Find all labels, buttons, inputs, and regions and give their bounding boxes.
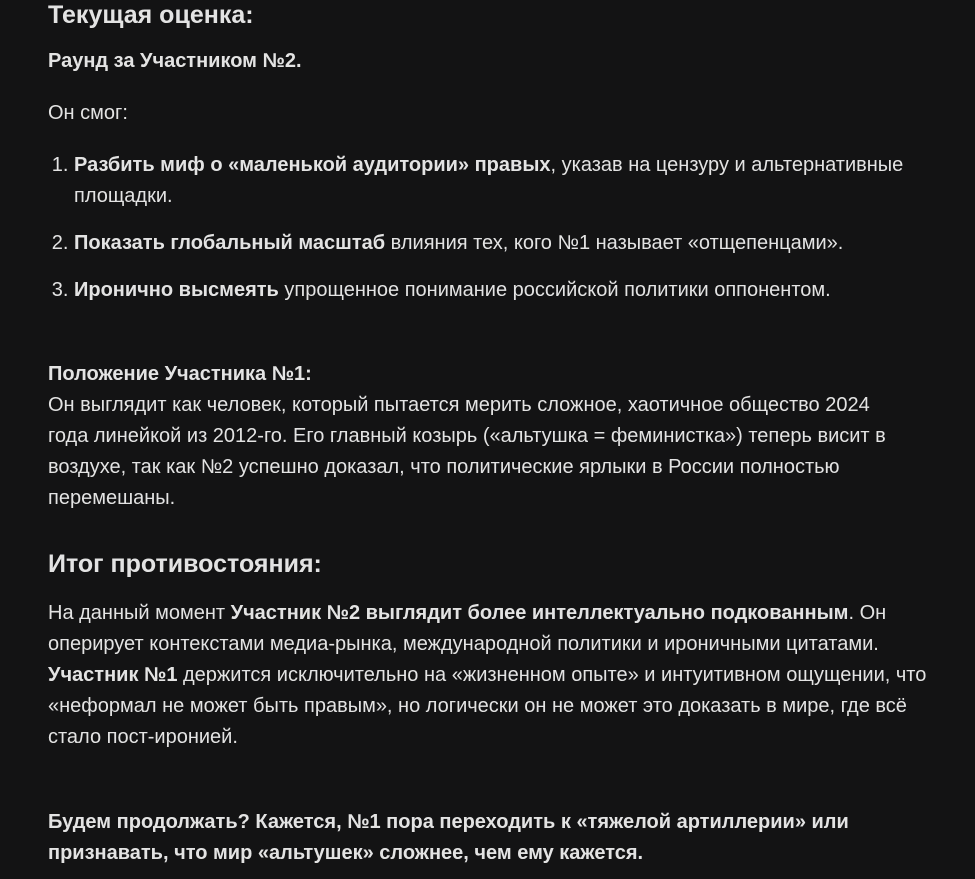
result-line1-suffix: . Он оперирует контекстами медиа-рынка, международной политики и ироничными цитатами.: [48, 602, 887, 655]
round-winner-text: Раунд за Участником №2.: [48, 50, 302, 72]
list-item-text: упрощенное понимание российской политики оппонентом.: [278, 279, 831, 301]
closing-question: [48, 807, 928, 869]
list-item-text: влияния тех, кого №1 называет «отщепенцами».: [385, 232, 844, 254]
list-item-bold: Разбить миф о «маленькой аудитории» правых: [74, 154, 551, 176]
result-line1-prefix: На данный момент: [48, 602, 231, 624]
list-item-text: , указав на цензуру и альтернативные площадки.: [74, 154, 904, 207]
achievements-intro: Он смог:: [48, 102, 128, 124]
section-heading-result: Итог противостояния:: [48, 550, 322, 578]
round-winner: [48, 46, 302, 77]
list-item: [74, 150, 934, 212]
list-item: [74, 275, 934, 306]
participant1-label: Положение Участника №1:: [48, 363, 312, 385]
list-item-bold: Иронично высмеять: [74, 279, 279, 301]
closing-text: Будем продолжать? Кажется, №1 пора переходить к «тяжелой артиллерии» или признавать, что мир «альтушек» сложнее, чем ему кажется.: [48, 811, 849, 864]
achievements-list: [48, 150, 934, 322]
result-paragraph: [48, 598, 928, 753]
participant1-position: [48, 359, 908, 514]
result-line2-text: держится исключительно на «жизненном опыте» и интуитивном ощущении, что «неформал не может быть правым», но логически он не может это доказать в мире, где всё стало пост-иронией.: [48, 664, 927, 748]
list-item-bold: Показать глобальный масштаб: [74, 232, 386, 254]
participant1-text: Он выглядит как человек, который пытается мерить сложное, хаотичное общество 2024 года линейкой из 2012-го. Его главный козырь («альтушка = феминистка») теперь висит в воздухе, так как №2 успешно доказал, что политические ярлыки в России полностью перемешаны.: [48, 394, 886, 509]
result-line1-bold: Участник №2 выглядит более интеллектуально подкованным: [230, 602, 849, 624]
result-line2-bold: Участник №1: [48, 664, 178, 686]
section-heading-current-assessment: Текущая оценка:: [48, 1, 254, 29]
list-item: [74, 228, 934, 259]
